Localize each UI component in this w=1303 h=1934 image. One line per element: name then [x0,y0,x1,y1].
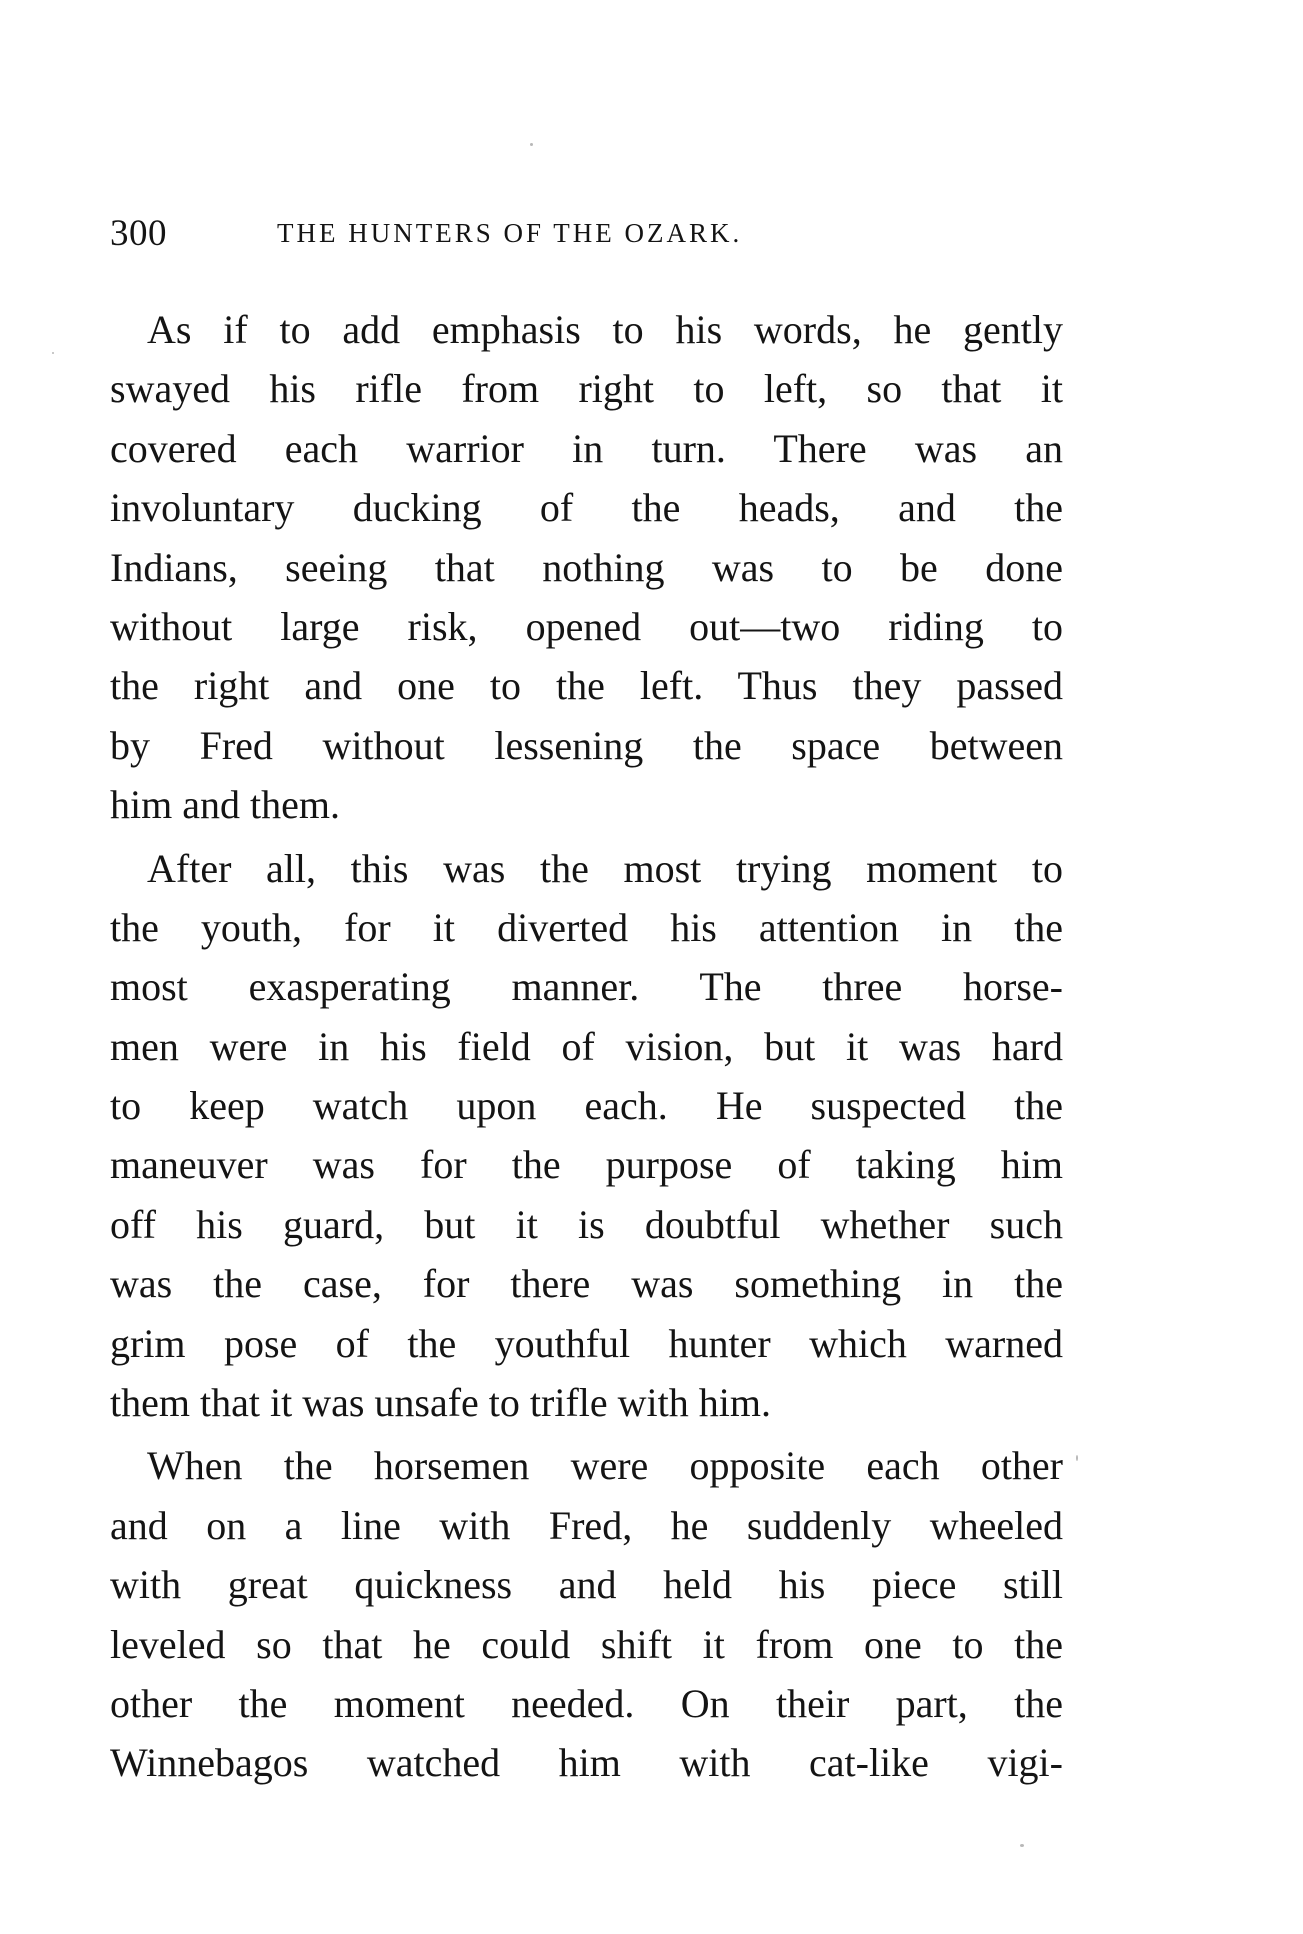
text-line: without large risk, opened out—two riding to [110,603,1063,649]
text-line: other the moment needed. On their part, the [110,1680,1063,1726]
text-line: him and them. [110,782,340,828]
text-line: to keep watch upon each. He suspected the [110,1083,1063,1129]
text-line: Indians, seeing that nothing was to be done [110,544,1063,590]
paragraph-1 [110,300,1063,835]
text-line: leveled so that he could shift it from one to the [110,1621,1063,1667]
text-line: most exasperating manner. The three horse- [110,964,1063,1010]
paper-speck [530,143,533,146]
paper-speck [1076,1455,1078,1461]
running-head [110,212,1060,262]
paragraph-2 [110,839,1063,1433]
text-line: swayed his rifle from right to left, so that it [110,366,1063,412]
text-line: As if to add emphasis to his words, he gently [147,307,1063,352]
text-line: was the case, for there was something in the [110,1261,1063,1307]
body-text [110,300,1063,1793]
paragraph-3 [110,1436,1063,1792]
text-line: involuntary ducking of the heads, and the [110,485,1063,531]
text-line: covered each warrior in turn. There was an [110,425,1063,471]
text-line: maneuver was for the purpose of taking him [110,1142,1063,1188]
text-line: men were in his field of vision, but it was hard [110,1023,1063,1069]
text-line: off his guard, but it is doubtful whether such [110,1201,1063,1247]
text-line: with great quickness and held his piece still [110,1562,1063,1608]
text-line: Winnebagos watched him with cat-like vigi- [110,1740,1063,1786]
text-line: grim pose of the youthful hunter which warned [110,1320,1063,1366]
text-line: by Fred without lessening the space between [110,722,1063,768]
paper-speck [52,352,54,354]
page-number: 300 [110,213,167,254]
text-line: When the horsemen were opposite each other [147,1443,1063,1489]
text-line: After all, this was the most trying moment to [147,845,1063,891]
text-line: the youth, for it diverted his attention in the [110,904,1063,950]
text-line: and on a line with Fred, he suddenly wheeled [110,1502,1063,1548]
text-line: the right and one to the left. Thus they passed [110,663,1063,709]
text-line: them that it was unsafe to trifle with him. [110,1380,771,1426]
running-title: THE HUNTERS OF THE OZARK. [277,218,743,248]
paper-speck [1020,1844,1024,1847]
